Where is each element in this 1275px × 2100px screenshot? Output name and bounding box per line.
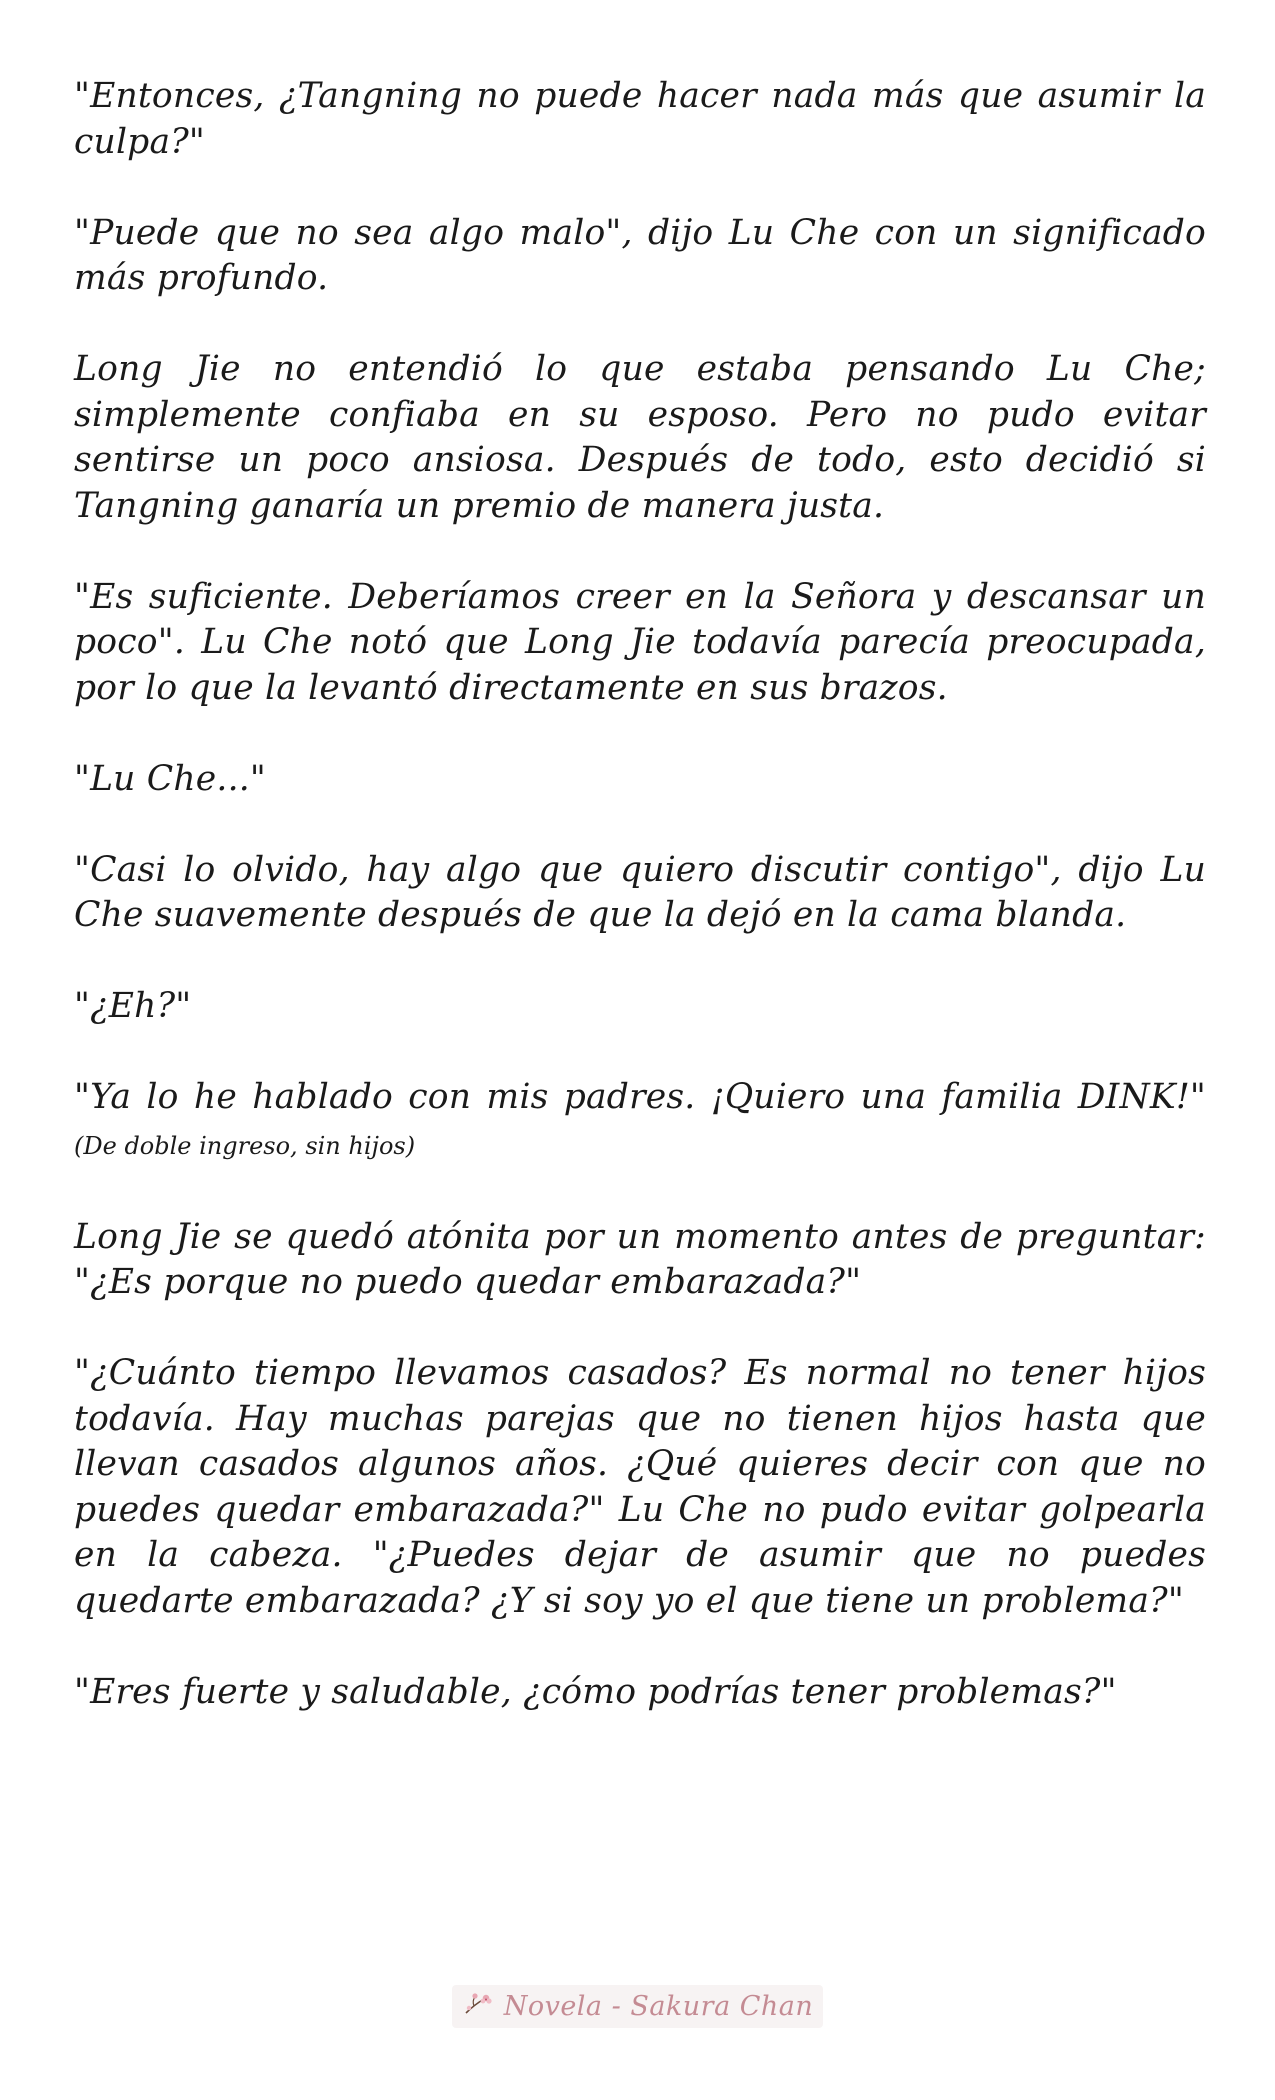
paragraph-8-text: "Ya lo he hablado con mis padres. ¡Quiero una familia DINK!" [74, 1077, 1206, 1117]
paragraph-4: "Es suficiente. Deberíamos creer en la Señora y descansar un poco". Lu Che notó que Long Jie todavía parecía preocupada, por lo que la levantó directamente en sus brazos. [74, 576, 1206, 708]
paragraph-8 [74, 1075, 1206, 1169]
watermark-text: Novela - Sakura Chan [503, 1991, 814, 2022]
paragraph-11: "Eres fuerte y saludable, ¿cómo podrías tener problemas?" [74, 1671, 1117, 1712]
paragraph-9: Long Jie se quedó atónita por un momento antes de preguntar: "¿Es porque no puedo quedar embarazada?" [74, 1216, 1206, 1302]
paragraph-6: "Casi lo olvido, hay algo que quiero discutir contigo", dijo Lu Che suavemente después de que la dejó en la cama blanda. [74, 849, 1206, 935]
paragraph-10: "¿Cuánto tiempo llevamos casados? Es normal no tener hijos todavía. Hay muchas parejas que no tienen hijos hasta que llevan casados algunos años. ¿Qué quieres decir con que no puedes quedar embarazada?" Lu Che no pudo evitar golpearla en la cabeza. "¿Puedes dejar de asumir que no puedes quedarte embarazada? ¿Y si soy yo el que tiene un problema?" [74, 1353, 1206, 1621]
footer-watermark [0, 1985, 1275, 2028]
watermark-badge [452, 1985, 824, 2028]
paragraph-2: "Puede que no sea algo malo", dijo Lu Che con un significado más profundo. [74, 212, 1206, 298]
paragraph-7: "¿Eh?" [74, 986, 192, 1026]
paragraph-3: Long Jie no entendió lo que estaba pensando Lu Che; simplemente confiaba en su esposo. Pero no pudo evitar sentirse un poco ansiosa. Después de todo, esto decidió si Tangning ganaría un premio de manera justa. [74, 349, 1206, 526]
paragraph-1: "Entonces, ¿Tangning no puede hacer nada más que asumir la culpa?" [74, 76, 1206, 162]
chapter-text [74, 74, 1206, 1761]
paragraph-5: "Lu Che..." [74, 758, 266, 799]
cherry-blossom-icon [462, 1991, 496, 2022]
dink-footnote: (De doble ingreso, sin hijos) [74, 1131, 416, 1160]
